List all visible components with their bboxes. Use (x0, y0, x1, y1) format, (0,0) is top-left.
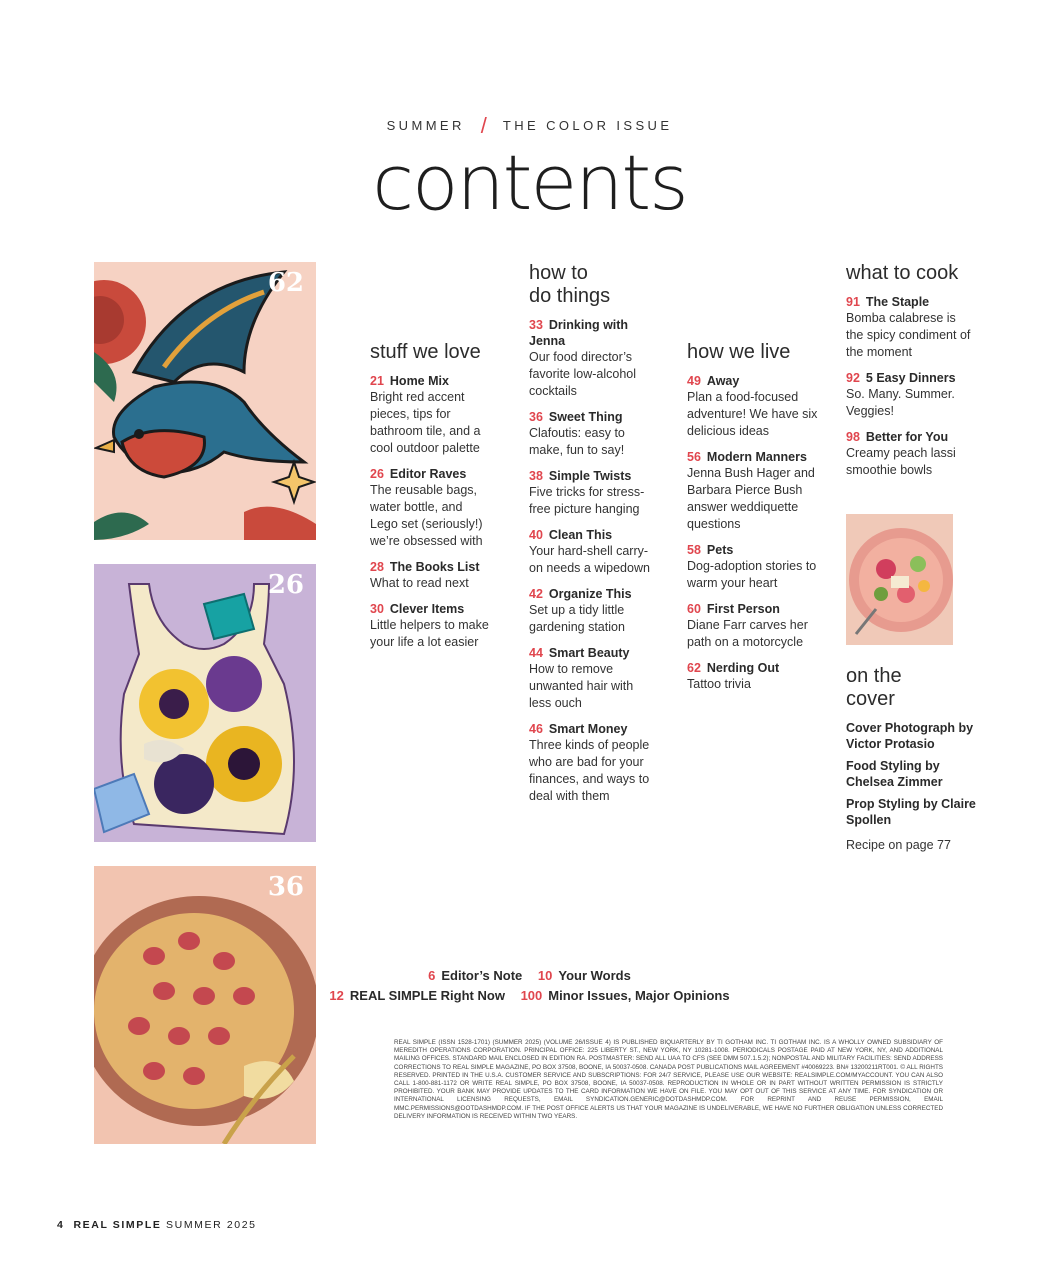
photo-page-number: 62 (267, 268, 304, 298)
entry-title: Simple Twists (548, 469, 632, 483)
department-title: Your Words (558, 968, 631, 983)
toc-entry[interactable] (370, 559, 490, 592)
issue-kicker (0, 113, 1059, 139)
entry-title: Away (706, 374, 740, 388)
page-number: 58 (687, 543, 701, 557)
entry-description: Dog-adoption stories to warm your heart (687, 559, 817, 590)
section-what-to-cook (846, 262, 976, 488)
page-title: contents (372, 138, 687, 227)
cover-credit: Food Styling by Chelsea Zimmer (846, 759, 943, 789)
kicker-slash: / (480, 113, 487, 138)
cover-credit: Prop Styling by Claire Spollen (846, 797, 976, 827)
department-item[interactable] (329, 988, 505, 1003)
section-how-to-do-things (529, 262, 651, 814)
entry-title: Better for You (865, 430, 949, 444)
salad-illustration (846, 514, 953, 645)
brand-name: REAL SIMPLE (73, 1219, 162, 1231)
entry-title: 5 Easy Dinners (865, 371, 956, 385)
entry-title: The Books List (389, 560, 480, 574)
legal-statement: REAL SIMPLE (ISSN 1528-1701) (SUMMER 2025) (VOLUME 26/ISSUE 4) IS PUBLISHED BIQUARTERLY BY TI GOTHAM INC. TI GOTHAM INC. IS A WHOLLY OWNED SUBSIDIARY OF MEREDITH OPERATIONS CORPORATION. PRINCIPAL OFFICE: 225 LIBERTY ST., NEW YORK, NY 10281-1008. PERIODICALS POSTAGE PAID AT NEW YORK, NY, AND ADDITIONAL MAILING OFFICES. STANDARD MAIL ENCLOSED IN EDITION RA. POSTMASTER: SEND ALL UAA TO CFS (SEE DMM 507.1.5.2); NONPOSTAL AND MILITARY FACILITIES: SEND ADDRESS CORRECTIONS TO REAL SIMPLE MAGAZINE, PO BOX 37508, BOONE, IA 50037-0508. CANADA POST PUBLICATIONS MAIL AGREEMENT #40069223. BN# 13200211RT001. © ALL RIGHTS RESERVED. PRINTED IN THE U.S.A. CUSTOMER SERVICE AND SUBSCRIPTIONS: FOR 24/7 SERVICE, PLEASE USE OUR WEBSITE: REALSIMPLE.COM/MYACCOUNT. YOU CAN ALSO CALL 1-800-881-1172 OR WRITE REAL SIMPLE, PO BOX 37508, BOONE, IA 50037-0508. REPRODUCTION IN WHOLE OR IN PART WITHOUT WRITTEN PERMISSION IS STRICTLY PROHIBITED. YOUR BANK MAY PROVIDE UPDATES TO THE CARD INFORMATION WE HAVE ON FILE. YOU MAY OPT OUT OF THIS SERVICE AT ANY TIME. FOR SYNDICATION OR INTERNATIONAL LICENSING REQUESTS, EMAIL SYNDICATION.GENERIC@DOTDASHMDP.COM. FOR REPRINT AND REUSE PERMISSION, EMAIL MMC.PERMISSIONS@DOTDASHMDP.COM. IF THE POST OFFICE ALERTS US THAT YOUR MAGAZINE IS UNDELIVERABLE, WE HAVE NO FURTHER OBLIGATION UNLESS CORRECTED DELIVERY INFORMATION IS RECEIVED WITHIN TWO YEARS. (394, 1039, 943, 1120)
entry-description: How to remove unwanted hair with less ouch (529, 662, 634, 710)
page-number: 100 (520, 988, 543, 1003)
issue-label: THE COLOR ISSUE (502, 118, 673, 133)
entry-title: Clever Items (389, 602, 465, 616)
entry-title: Sweet Thing (548, 410, 623, 424)
folio-number: 4 (57, 1219, 65, 1231)
entry-description: Creamy peach lassi smoothie bowls (846, 446, 956, 477)
departments-row-1 (0, 966, 1059, 986)
department-title: REAL SIMPLE Right Now (349, 988, 505, 1003)
entry-description: Our food director’s favorite low-alcohol cocktails (529, 350, 636, 398)
entry-description: Jenna Bush Hager and Barbara Pierce Bush answer weddiquette questions (687, 466, 815, 531)
toc-entry[interactable] (370, 601, 490, 651)
entry-title: Clean This (548, 528, 613, 542)
entry-title: The Staple (865, 295, 930, 309)
page-number: 92 (846, 371, 860, 385)
page-footer (57, 1219, 257, 1231)
department-item[interactable] (521, 988, 730, 1003)
toc-entry[interactable] (529, 468, 651, 518)
entry-title: Smart Money (548, 722, 628, 736)
toc-entry[interactable] (529, 721, 651, 805)
entry-description: Clafoutis: easy to make, fun to say! (529, 426, 625, 457)
entry-description: Little helpers to make your life a lot easier (370, 618, 489, 649)
department-title: Minor Issues, Major Opinions (548, 988, 730, 1003)
entry-description: Bright red accent pieces, tips for bathroom tile, and a cool outdoor palette (370, 390, 481, 455)
entry-description: Bomba calabrese is the spicy condiment of the moment (846, 311, 971, 359)
page-number: 10 (537, 968, 553, 983)
entry-description: What to read next (370, 576, 469, 590)
photo-pansy-bag[interactable] (94, 564, 316, 842)
heading-line: cover (846, 688, 895, 710)
page-number: 36 (529, 410, 543, 424)
section-heading: how we live (687, 341, 791, 363)
entry-description: The reusable bags, water bottle, and Lego set (seriously!) we’re obsessed with (370, 483, 483, 548)
photo-page-number: 36 (267, 872, 304, 902)
department-item[interactable] (538, 968, 631, 983)
toc-entry[interactable] (370, 466, 490, 550)
entry-description: So. Many. Summer. Veggies! (846, 387, 955, 418)
section-stuff-we-love (370, 341, 490, 660)
page-number: 21 (370, 374, 384, 388)
recipe-reference[interactable]: Recipe on page 77 (846, 838, 951, 852)
season-label: SUMMER (386, 118, 465, 133)
page-number: 91 (846, 295, 860, 309)
entry-title: Modern Manners (706, 450, 807, 464)
entry-title: Drinking with Jenna (529, 318, 629, 348)
page-number: 44 (529, 646, 543, 660)
photo-salad-plate[interactable] (846, 514, 953, 645)
toc-entry[interactable] (529, 317, 651, 400)
page-number: 46 (529, 722, 543, 736)
page-number: 60 (687, 602, 701, 616)
entry-description: Set up a tidy little gardening station (529, 603, 625, 634)
entry-description: Diane Farr carves her path on a motorcycle (687, 618, 808, 649)
entry-title: Organize This (548, 587, 632, 601)
section-heading (846, 665, 976, 711)
pansy-bag-illustration (94, 564, 316, 842)
toc-entry[interactable] (687, 601, 819, 651)
toc-entry[interactable] (846, 429, 976, 479)
swallow-illustration (94, 262, 316, 540)
toc-entry[interactable] (529, 527, 651, 577)
entry-title: First Person (706, 602, 780, 616)
toc-entry[interactable] (529, 586, 651, 636)
page-number: 30 (370, 602, 384, 616)
entry-title: Pets (706, 543, 734, 557)
cover-credit: Cover Photograph by Victor Protasio (846, 721, 974, 751)
section-how-we-live (687, 341, 819, 702)
entry-description: Three kinds of people who are bad for your finances, and ways to deal with them (529, 738, 650, 803)
page-number: 33 (529, 318, 543, 332)
toc-entry[interactable] (370, 373, 490, 457)
toc-entry[interactable] (687, 373, 819, 440)
page-number: 62 (687, 661, 701, 675)
page-number: 56 (687, 450, 701, 464)
toc-entry[interactable] (529, 645, 651, 712)
entry-description: Your hard-shell carry-on needs a wipedown (529, 544, 650, 575)
section-heading: stuff we love (370, 341, 481, 363)
heading-line: do things (529, 285, 611, 307)
photo-swallow-tattoo[interactable] (94, 262, 316, 540)
page-number: 42 (529, 587, 543, 601)
page-number: 28 (370, 560, 384, 574)
entry-description: Tattoo trivia (687, 677, 751, 691)
entry-title: Nerding Out (706, 661, 780, 675)
photo-page-number: 26 (267, 570, 304, 600)
entry-title: Smart Beauty (548, 646, 630, 660)
entry-title: Editor Raves (389, 467, 467, 481)
issue-date: SUMMER 2025 (166, 1219, 257, 1231)
entry-title: Home Mix (389, 374, 449, 388)
section-heading (529, 262, 651, 308)
page-number: 12 (329, 988, 344, 1003)
toc-entry[interactable] (687, 542, 819, 592)
page-number: 98 (846, 430, 860, 444)
page-number: 38 (529, 469, 543, 483)
toc-entry[interactable] (846, 294, 976, 361)
department-item[interactable] (428, 968, 522, 983)
section-on-the-cover (846, 665, 976, 852)
page-number: 6 (428, 968, 436, 983)
toc-entry[interactable] (687, 660, 819, 693)
heading-line: how to (529, 262, 588, 284)
department-title: Editor’s Note (441, 968, 523, 983)
departments-row-2 (0, 986, 1059, 1006)
toc-entry[interactable] (846, 370, 976, 420)
entry-description: Plan a food-focused adventure! We have six delicious ideas (687, 390, 818, 438)
page-number: 26 (370, 467, 384, 481)
page-number: 49 (687, 374, 701, 388)
toc-entry[interactable] (687, 449, 819, 533)
heading-line: on the (846, 665, 902, 687)
section-heading: what to cook (846, 262, 959, 284)
page-number: 40 (529, 528, 543, 542)
entry-description: Five tricks for stress-free picture hanging (529, 485, 645, 516)
toc-entry[interactable] (529, 409, 651, 459)
